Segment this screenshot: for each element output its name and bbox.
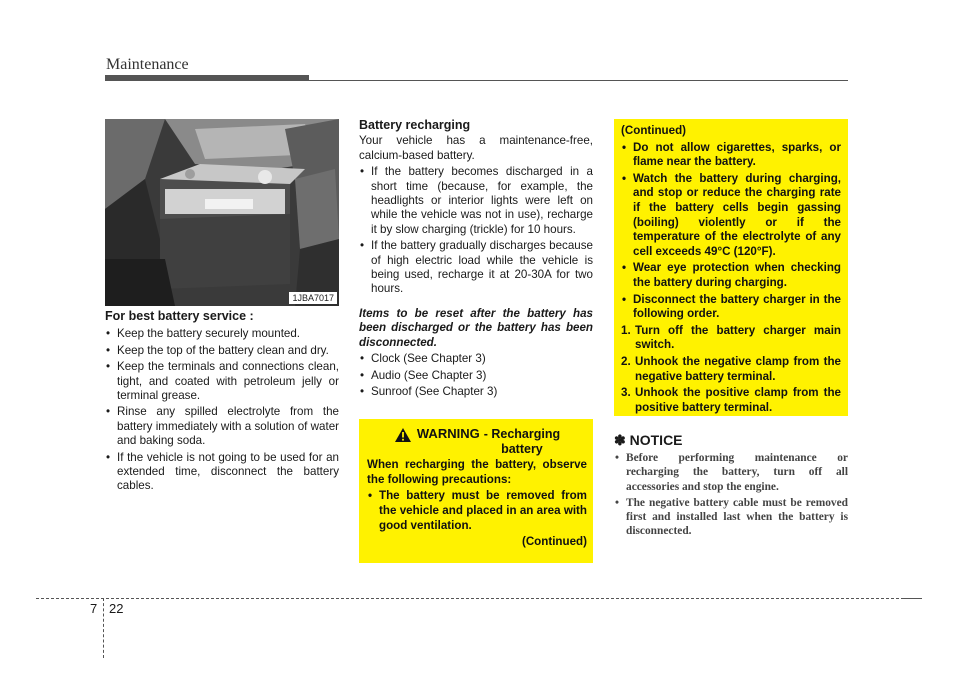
section-title: Maintenance xyxy=(106,56,189,73)
battery-service-list xyxy=(105,327,339,493)
battery-recharging-heading: Battery recharging xyxy=(359,118,471,132)
reset-items-heading: Items to be reset after the battery has been discharged or the battery has been disconnected. xyxy=(359,306,593,349)
list-item: • Watch the battery during charging, and stop or reduce the charging rate if the battery cells begin gassing (boiling) violently or if the temperature of the electrolyte of any cell exceeds 49°C (120°F). xyxy=(621,172,841,260)
battery-service-section xyxy=(105,309,339,496)
notice-list xyxy=(614,451,848,539)
continued-list xyxy=(621,141,841,322)
battery-recharging-intro: Your vehicle has a maintenance-free, calcium-based battery. xyxy=(359,134,593,162)
list-item: • If the battery becomes discharged in a short time (because, for example, the headlights or interior lights were left on while the vehicle was not in use), recharge it by slow charging (trickle) for 10 hours. xyxy=(359,165,593,237)
step-item: 3. Unhook the positive clamp from the positive battery terminal. xyxy=(621,386,841,414)
warning-subtitle-line1: - Recharging xyxy=(483,427,561,441)
list-item: • Keep the top of the battery clean and dry. xyxy=(105,344,339,358)
notice-heading xyxy=(614,432,683,449)
warning-header xyxy=(367,427,587,456)
footer-divider xyxy=(103,598,104,658)
warning-list xyxy=(367,489,587,533)
warning-triangle-icon xyxy=(394,427,412,443)
step-item: 2. Unhook the negative clamp from the negative battery terminal. xyxy=(621,354,841,383)
warning-lead: When recharging the battery, observe the following precautions: xyxy=(367,458,587,486)
step-item: 1. Turn off the battery charger main switch. xyxy=(621,323,841,352)
footer-rule xyxy=(36,598,904,599)
chapter-number: 7 xyxy=(90,601,98,616)
list-item: • Wear eye protection when checking the battery during charging. xyxy=(621,261,841,290)
warning-subtitle-line2: battery xyxy=(501,441,543,456)
footer-rule-end xyxy=(904,598,922,599)
figure-code: 1JBA7017 xyxy=(289,292,337,304)
list-item: • Sunroof (See Chapter 3) xyxy=(359,385,593,399)
battery-photo xyxy=(105,119,339,306)
notice-body xyxy=(614,451,848,541)
notice-asterisk-icon: ✽ xyxy=(614,432,626,448)
disconnect-steps xyxy=(621,324,841,416)
warning-label: WARNING xyxy=(416,426,480,441)
list-item: • Audio (See Chapter 3) xyxy=(359,369,593,383)
warning-box xyxy=(359,419,593,563)
continued-warning-box xyxy=(614,119,848,416)
notice-title: NOTICE xyxy=(629,432,683,448)
page-number: 22 xyxy=(109,601,124,616)
list-item: • Do not allow cigarettes, sparks, or flame near the battery. xyxy=(621,141,841,170)
reset-items-list xyxy=(359,352,593,399)
list-item: • Disconnect the battery charger in the following order. xyxy=(621,293,841,322)
list-item: • The negative battery cable must be removed first and installed last when the battery is disconnected. xyxy=(614,496,848,539)
list-item: • The battery must be removed from the vehicle and placed in an area with good ventilation. xyxy=(367,489,587,533)
list-item: • If the battery gradually discharges because of high electric load while the vehicle is being used, recharge it at 20-30A for two hours. xyxy=(359,239,593,297)
list-item: • Keep the battery securely mounted. xyxy=(105,327,339,341)
battery-service-heading: For best battery service : xyxy=(105,309,254,323)
list-item: • If the vehicle is not going to be used for an extended time, disconnect the battery cables. xyxy=(105,451,339,494)
warning-continued: (Continued) xyxy=(521,535,587,549)
continued-header: (Continued) xyxy=(621,124,687,137)
header-bar xyxy=(105,75,309,81)
list-item: • Keep the terminals and connections clean, tight, and coated with petroleum jelly or terminal grease. xyxy=(105,360,339,403)
list-item: • Before performing maintenance or recharging the battery, turn off all accessories and stop the engine. xyxy=(614,451,848,494)
battery-recharging-section xyxy=(359,118,593,401)
recharging-list xyxy=(359,165,593,297)
list-item: • Rinse any spilled electrolyte from the battery immediately with a solution of water and baking soda. xyxy=(105,405,339,448)
list-item: • Clock (See Chapter 3) xyxy=(359,352,593,366)
